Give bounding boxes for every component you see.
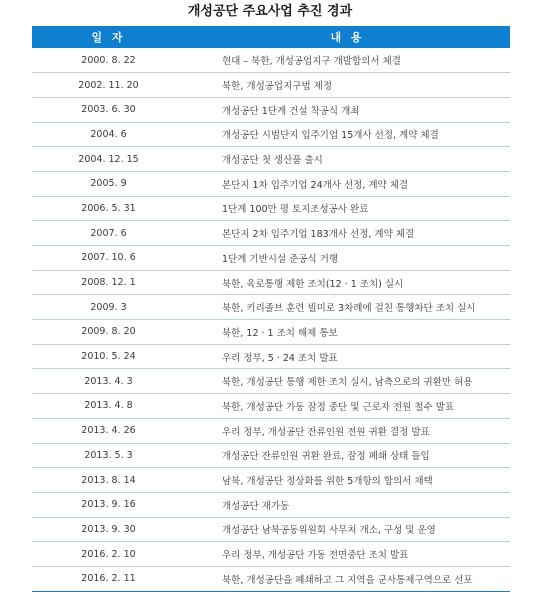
table-row — [32, 517, 510, 542]
content-cell: 우리 정부, 개성공단 잔류인원 전원 귀환 결정 발표 — [185, 418, 510, 443]
table-row — [32, 246, 510, 271]
content-cell: 북한, 개성공업지구법 제정 — [185, 73, 510, 98]
table-row — [32, 542, 510, 567]
date-cell: 2000. 8. 22 — [32, 48, 185, 73]
header-row — [32, 26, 510, 48]
date-cell: 2004. 6 — [32, 122, 185, 147]
table-row — [32, 196, 510, 221]
table-row — [32, 418, 510, 443]
date-cell: 2013. 4. 26 — [32, 418, 185, 443]
date-cell: 2008. 12. 1 — [32, 270, 185, 295]
content-cell: 개성공단 남북공동위원회 사무처 개소, 구성 및 운영 — [185, 517, 510, 542]
content-cell: 북한, 육로통행 제한 조치(12 · 1 조치) 실시 — [185, 270, 510, 295]
table-row — [32, 295, 510, 320]
content-cell: 북한, 키리졸브 훈련 빌미로 3차례에 걸친 통행차단 조치 실시 — [185, 295, 510, 320]
date-cell: 2007. 10. 6 — [32, 246, 185, 271]
content-cell: 우리 정부, 5 · 24 조치 발표 — [185, 344, 510, 369]
content-cell: 개성공단 잔류인원 귀환 완료, 잠정 폐쇄 상태 돌입 — [185, 443, 510, 468]
date-column-header: 일 자 — [32, 26, 185, 48]
content-cell: 1단계 100만 평 토지조성공사 완료 — [185, 196, 510, 221]
table-row — [32, 394, 510, 419]
date-cell: 2009. 8. 20 — [32, 320, 185, 345]
content-cell: 북한, 개성공단 통행 제한 조치 실시, 남측으로의 귀환만 허용 — [185, 369, 510, 394]
table-row — [32, 270, 510, 295]
content-cell: 개성공단 시범단지 입주기업 15개사 선정, 계약 체결 — [185, 122, 510, 147]
table-row — [32, 468, 510, 493]
date-cell: 2013. 9. 30 — [32, 517, 185, 542]
table-row — [32, 97, 510, 122]
date-cell: 2009. 3 — [32, 295, 185, 320]
timeline-table — [32, 26, 510, 592]
table-row — [32, 122, 510, 147]
date-cell: 2013. 8. 14 — [32, 468, 185, 493]
date-cell: 2010. 5. 24 — [32, 344, 185, 369]
date-cell: 2004. 12. 15 — [32, 147, 185, 172]
date-cell: 2016. 2. 11 — [32, 566, 185, 591]
content-cell: 북한, 개성공단 가동 잠정 중단 및 근로자 전원 철수 발표 — [185, 394, 510, 419]
content-cell: 개성공단 1단계 건설 착공식 개최 — [185, 97, 510, 122]
content-cell: 북한, 12 · 1 조치 해제 통보 — [185, 320, 510, 345]
table-row — [32, 171, 510, 196]
date-cell: 2003. 6. 30 — [32, 97, 185, 122]
date-cell: 2005. 9 — [32, 171, 185, 196]
table-row — [32, 221, 510, 246]
table-row — [32, 344, 510, 369]
table-row — [32, 492, 510, 517]
table-row — [32, 48, 510, 73]
table-row — [32, 566, 510, 591]
date-cell: 2013. 4. 8 — [32, 394, 185, 419]
content-cell: 1단계 기반시설 준공식 거행 — [185, 246, 510, 271]
content-column-header: 내 용 — [185, 26, 510, 48]
content-cell: 현대 – 북한, 개성공업지구 개발합의서 체결 — [185, 48, 510, 73]
table-row — [32, 369, 510, 394]
table-row — [32, 443, 510, 468]
content-cell: 개성공단 첫 생산품 출시 — [185, 147, 510, 172]
table-row — [32, 73, 510, 98]
content-cell: 개성공단 재가동 — [185, 492, 510, 517]
date-cell: 2013. 9. 16 — [32, 492, 185, 517]
table-body — [32, 48, 510, 591]
date-cell: 2013. 5. 3 — [32, 443, 185, 468]
date-cell: 2002. 11. 20 — [32, 73, 185, 98]
table-header — [32, 26, 510, 48]
content-cell: 북한, 개성공단을 폐쇄하고 그 지역을 군사통제구역으로 선포 — [185, 566, 510, 591]
content-cell: 본단지 2차 입주기업 183개사 선정, 계약 체결 — [185, 221, 510, 246]
content-cell: 남북, 개성공단 정상화를 위한 5개항의 합의서 채택 — [185, 468, 510, 493]
content-cell: 우리 정부, 개성공단 가동 전면중단 조치 발표 — [185, 542, 510, 567]
date-cell: 2006. 5. 31 — [32, 196, 185, 221]
date-cell: 2013. 4. 3 — [32, 369, 185, 394]
table-row — [32, 147, 510, 172]
content-cell: 본단지 1차 입주기업 24개사 선정, 계약 체결 — [185, 171, 510, 196]
date-cell: 2007. 6 — [32, 221, 185, 246]
date-cell: 2016. 2. 10 — [32, 542, 185, 567]
table-row — [32, 320, 510, 345]
page-title: 개성공단 주요사업 추진 경과 — [187, 4, 353, 19]
